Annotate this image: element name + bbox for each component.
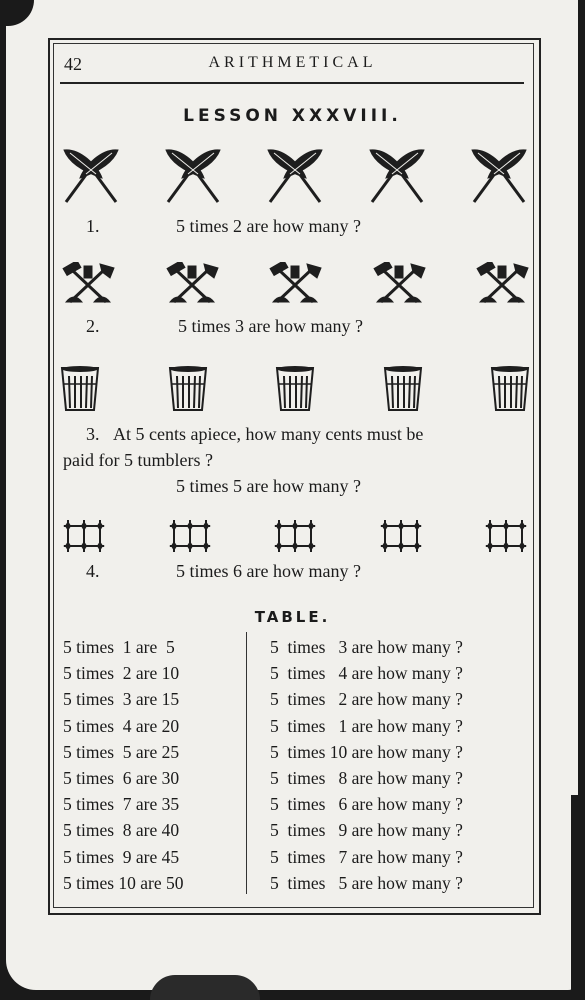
tumblers-row (60, 364, 530, 412)
table-right-row: 5 times 6 are how many ? (270, 794, 463, 815)
star-lattice-icon (482, 518, 530, 554)
table-right-row: 5 times 9 are how many ? (270, 820, 463, 841)
table-title: TABLE. (254, 608, 331, 626)
question-4-text: 5 times 6 are how many ? (176, 561, 361, 581)
tumbler-icon (168, 364, 208, 412)
table-left-row: 5 times 3 are 15 (63, 689, 180, 710)
tumbler-icon (60, 364, 100, 412)
question-3-line2: paid for 5 tumblers ? (63, 450, 213, 470)
question-3-line1: At 5 cents apiece, how many cents must be (113, 424, 424, 444)
table-right-row: 5 times 3 are how many ? (270, 637, 463, 657)
crossed-quill-pens-icon (60, 144, 122, 206)
question-4-number: 4. (86, 561, 100, 581)
star-lattice-icon (377, 518, 425, 554)
table-right-row: 5 times 2 are how many ? (270, 689, 463, 710)
quill-pens-row (60, 144, 530, 206)
table-left-column (63, 634, 184, 896)
star-lattice-row (60, 518, 530, 554)
hammer-axe-row (60, 262, 530, 306)
crossed-hammer-axe-icon (164, 262, 220, 306)
question-1-number: 1. (86, 216, 100, 236)
star-lattice-icon (60, 518, 108, 554)
tumbler-icon (490, 364, 530, 412)
table-right-row: 5 times 10 are how many ? (270, 741, 463, 762)
question-2-text: 5 times 3 are how many ? (178, 316, 363, 336)
header-rule (60, 82, 524, 84)
crossed-hammer-axe-icon (60, 262, 116, 306)
question-2-number: 2. (86, 316, 100, 336)
star-lattice-icon (166, 518, 214, 554)
table-left-row: 5 times 1 are 5 (63, 637, 175, 657)
table-right-column (270, 634, 463, 896)
star-lattice-icon (271, 518, 319, 554)
crossed-hammer-axe-icon (474, 262, 530, 306)
table-right-row: 5 times 8 are how many ? (270, 768, 463, 789)
crossed-quill-pens-icon (366, 144, 428, 206)
table-left-row: 5 times 2 are 10 (63, 663, 180, 684)
table-right-row: 5 times 7 are how many ? (270, 846, 463, 867)
table-divider (246, 632, 247, 894)
crossed-hammer-axe-icon (267, 262, 323, 306)
question-3-text: 5 times 5 are how many ? (176, 476, 361, 496)
lesson-title: LESSON XXXVIII. (183, 106, 402, 126)
table-left-row: 5 times 9 are 45 (63, 846, 180, 867)
crossed-quill-pens-icon (162, 144, 224, 206)
page-number: 42 (64, 54, 82, 74)
crossed-quill-pens-icon (264, 144, 326, 206)
table-left-row: 5 times 6 are 30 (63, 768, 180, 789)
tumbler-icon (275, 364, 315, 412)
crossed-quill-pens-icon (468, 144, 530, 206)
table-left-row: 5 times 4 are 20 (63, 715, 180, 736)
running-title: ARITHMETICAL (208, 54, 377, 71)
question-1-text: 5 times 2 are how many ? (176, 216, 361, 236)
scan-edge-shadow (150, 975, 260, 1000)
table-right-row: 5 times 4 are how many ? (270, 663, 463, 684)
question-3-number: 3. (86, 424, 100, 444)
table-left-row: 5 times 7 are 35 (63, 794, 180, 815)
table-left-row: 5 times 10 are 50 (63, 872, 184, 893)
table-left-row: 5 times 8 are 40 (63, 820, 180, 841)
scan-edge-shadow (571, 795, 585, 1000)
tumbler-icon (383, 364, 423, 412)
table-left-row: 5 times 5 are 25 (63, 741, 180, 762)
table-right-row: 5 times 1 are how many ? (270, 715, 463, 736)
crossed-hammer-axe-icon (371, 262, 427, 306)
table-right-row: 5 times 5 are how many ? (270, 872, 463, 893)
